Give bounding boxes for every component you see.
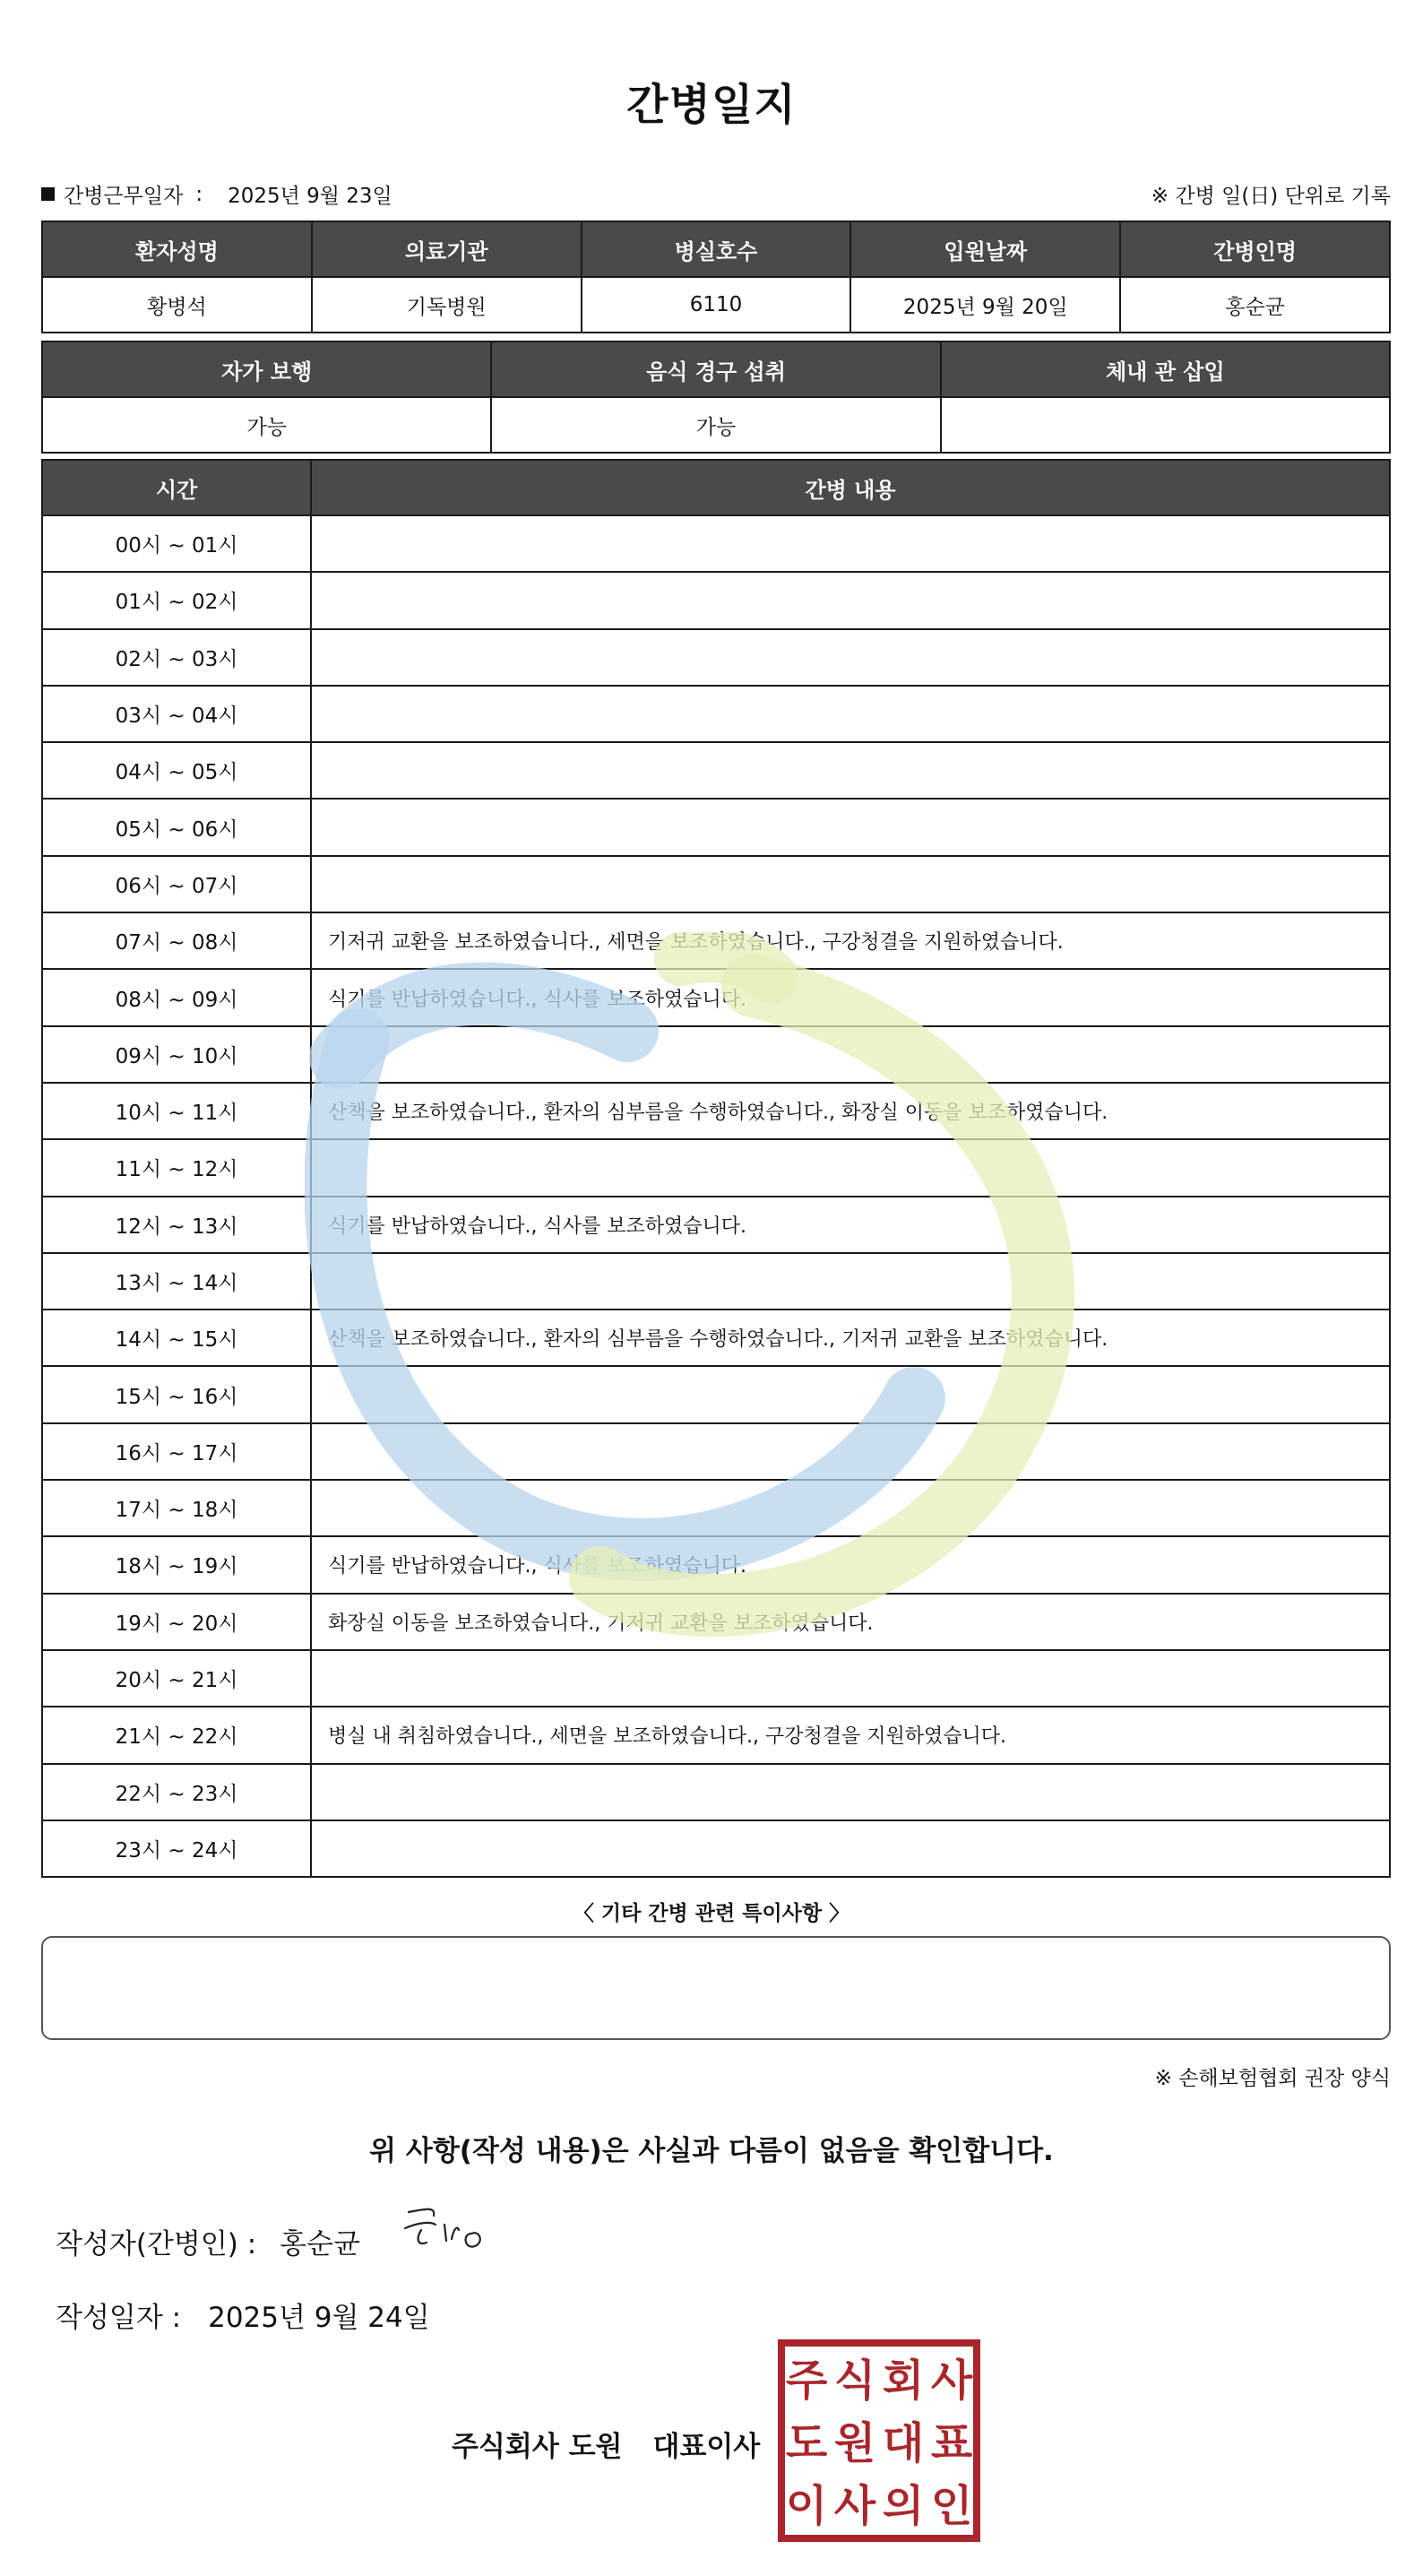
schedule-row xyxy=(42,1594,1390,1650)
work-date-row xyxy=(41,179,392,209)
schedule-time: 09시 ~ 10시 xyxy=(42,1026,311,1083)
schedule-row xyxy=(42,1366,1390,1422)
schedule-content: 기저귀 교환을 보조하였습니다., 세면을 보조하였습니다., 구강청결을 지원하였습니다. xyxy=(311,912,1390,969)
page-title: 간병일지 xyxy=(626,80,797,130)
remarks-title: 〈 기타 간병 관련 특이사항 〉 xyxy=(573,1902,850,1925)
bullet-square-icon xyxy=(41,187,55,201)
work-date-value: 2025년 9월 23일 xyxy=(228,185,392,208)
schedule-row xyxy=(42,1197,1390,1253)
schedule-time: 14시 ~ 15시 xyxy=(42,1310,311,1366)
schedule-row xyxy=(42,1139,1390,1196)
schedule-time: 08시 ~ 09시 xyxy=(42,969,311,1025)
company-signature-row xyxy=(452,2424,760,2464)
schedule-row xyxy=(42,1480,1390,1536)
schedule-row xyxy=(42,1764,1390,1820)
writer-row xyxy=(56,2221,360,2261)
header-time: 시간 xyxy=(42,460,311,515)
schedule-row xyxy=(42,1707,1390,1763)
seal-character: 원 xyxy=(833,2418,876,2468)
header-oral-intake: 음식 경구 섭취 xyxy=(491,341,940,397)
company-name: 주식회사 도원 xyxy=(452,2431,623,2463)
schedule-row xyxy=(42,1536,1390,1593)
writer-name: 홍순균 xyxy=(280,2228,361,2260)
schedule-content xyxy=(311,742,1390,799)
seal-character: 사 xyxy=(833,2481,876,2531)
header-self-walking: 자가 보행 xyxy=(42,341,491,397)
schedule-time: 00시 ~ 01시 xyxy=(42,515,311,572)
schedule-content xyxy=(311,1139,1390,1196)
patient-status-table xyxy=(41,341,1391,454)
schedule-row xyxy=(42,1310,1390,1366)
schedule-time: 17시 ~ 18시 xyxy=(42,1480,311,1536)
schedule-row xyxy=(42,912,1390,969)
hospital-name: 기독병원 xyxy=(312,277,582,333)
remarks-box xyxy=(41,1936,1391,2040)
oral-intake-value: 가능 xyxy=(491,397,940,453)
written-date-row xyxy=(56,2295,430,2335)
written-date-label: 작성일자 : xyxy=(56,2302,182,2334)
confirmation-statement: 위 사항(작성 내용)은 사실과 다름이 없음을 확인합니다. xyxy=(369,2135,1054,2167)
schedule-content xyxy=(311,515,1390,572)
schedule-time: 01시 ~ 02시 xyxy=(42,572,311,628)
schedule-row xyxy=(42,799,1390,855)
schedule-time: 21시 ~ 22시 xyxy=(42,1707,311,1763)
schedule-content: 식기를 반납하였습니다., 식사를 보조하였습니다. xyxy=(311,1536,1390,1593)
company-seal-stamp xyxy=(778,2339,980,2542)
schedule-row xyxy=(42,1026,1390,1083)
header-care-content: 간병 내용 xyxy=(311,460,1390,515)
schedule-content xyxy=(311,572,1390,628)
schedule-row xyxy=(42,1650,1390,1707)
schedule-time: 10시 ~ 11시 xyxy=(42,1083,311,1139)
schedule-content xyxy=(311,1650,1390,1707)
seal-character: 사 xyxy=(930,2356,973,2406)
schedule-time: 11시 ~ 12시 xyxy=(42,1139,311,1196)
schedule-time: 20시 ~ 21시 xyxy=(42,1650,311,1707)
schedule-time: 22시 ~ 23시 xyxy=(42,1764,311,1820)
header-tube-insertion: 체내 관 삽입 xyxy=(941,341,1390,397)
header-hospital: 의료기관 xyxy=(312,221,582,277)
header-caregiver-name: 간병인명 xyxy=(1120,221,1390,277)
schedule-time: 15시 ~ 16시 xyxy=(42,1366,311,1422)
seal-character: 의 xyxy=(882,2481,925,2531)
schedule-time: 19시 ~ 20시 xyxy=(42,1594,311,1650)
header-room-number: 병실호수 xyxy=(582,221,851,277)
schedule-content xyxy=(311,856,1390,912)
schedule-time: 07시 ~ 08시 xyxy=(42,912,311,969)
schedule-content xyxy=(311,1253,1390,1310)
header-admission-date: 입원날짜 xyxy=(850,221,1120,277)
schedule-content: 식기를 반납하였습니다., 식사를 보조하였습니다. xyxy=(311,969,1390,1025)
schedule-time: 02시 ~ 03시 xyxy=(42,629,311,686)
work-date-label: 간병근무일자 xyxy=(64,185,184,208)
seal-character: 회 xyxy=(882,2356,925,2406)
schedule-time: 04시 ~ 05시 xyxy=(42,742,311,799)
schedule-row xyxy=(42,1423,1390,1480)
schedule-content xyxy=(311,1764,1390,1820)
written-date-value: 2025년 9월 24일 xyxy=(208,2302,430,2334)
seal-character: 주 xyxy=(785,2356,828,2406)
representative-title: 대표이사 xyxy=(652,2431,761,2463)
seal-character: 도 xyxy=(785,2418,828,2468)
handwritten-signature xyxy=(400,2203,498,2266)
schedule-content xyxy=(311,1480,1390,1536)
schedule-row xyxy=(42,1253,1390,1310)
schedule-content xyxy=(311,1026,1390,1083)
schedule-row xyxy=(42,686,1390,742)
schedule-content xyxy=(311,799,1390,855)
schedule-row xyxy=(42,515,1390,572)
schedule-row xyxy=(42,856,1390,912)
schedule-row xyxy=(42,572,1390,628)
seal-character: 인 xyxy=(930,2481,973,2531)
care-schedule-table xyxy=(41,459,1391,1878)
schedule-row xyxy=(42,629,1390,686)
seal-character: 표 xyxy=(930,2418,973,2468)
header-patient-name: 환자성명 xyxy=(42,221,312,277)
patient-info-table xyxy=(41,220,1391,333)
seal-character: 이 xyxy=(785,2481,828,2531)
seal-character: 식 xyxy=(833,2356,876,2406)
tube-insertion-value xyxy=(941,397,1390,453)
room-number: 6110 xyxy=(582,277,851,333)
schedule-content xyxy=(311,686,1390,742)
schedule-time: 12시 ~ 13시 xyxy=(42,1197,311,1253)
schedule-content xyxy=(311,629,1390,686)
schedule-time: 03시 ~ 04시 xyxy=(42,686,311,742)
schedule-content: 화장실 이동을 보조하였습니다., 기저귀 교환을 보조하였습니다. xyxy=(311,1594,1390,1650)
schedule-row xyxy=(42,969,1390,1025)
work-date-colon: : xyxy=(195,182,203,206)
schedule-content xyxy=(311,1423,1390,1480)
schedule-time: 06시 ~ 07시 xyxy=(42,856,311,912)
schedule-content: 산책을 보조하였습니다., 환자의 심부름을 수행하였습니다., 기저귀 교환을 보조하였습니다. xyxy=(311,1310,1390,1366)
patient-name: 황병석 xyxy=(42,277,312,333)
admission-date: 2025년 9월 20일 xyxy=(850,277,1120,333)
schedule-time: 16시 ~ 17시 xyxy=(42,1423,311,1480)
schedule-content: 식기를 반납하였습니다., 식사를 보조하였습니다. xyxy=(311,1197,1390,1253)
schedule-time: 23시 ~ 24시 xyxy=(42,1820,311,1877)
writer-label: 작성자(간병인) : xyxy=(56,2228,257,2260)
schedule-content xyxy=(311,1820,1390,1877)
caregiver-name: 홍순균 xyxy=(1120,277,1390,333)
schedule-row xyxy=(42,1083,1390,1139)
unit-note: ※ 간병 일(日) 단위로 기록 xyxy=(1151,185,1391,208)
schedule-row xyxy=(42,1820,1390,1877)
schedule-content: 병실 내 취침하였습니다., 세면을 보조하였습니다., 구강청결을 지원하였습니다. xyxy=(311,1707,1390,1763)
schedule-time: 05시 ~ 06시 xyxy=(42,799,311,855)
seal-character: 대 xyxy=(882,2418,925,2468)
schedule-time: 13시 ~ 14시 xyxy=(42,1253,311,1310)
schedule-row xyxy=(42,742,1390,799)
form-note: ※ 손해보험협회 권장 양식 xyxy=(1154,2067,1391,2090)
schedule-content: 산책을 보조하였습니다., 환자의 심부름을 수행하였습니다., 화장실 이동을 보조하였습니다. xyxy=(311,1083,1390,1139)
schedule-time: 18시 ~ 19시 xyxy=(42,1536,311,1593)
self-walking-value: 가능 xyxy=(42,397,491,453)
schedule-content xyxy=(311,1366,1390,1422)
